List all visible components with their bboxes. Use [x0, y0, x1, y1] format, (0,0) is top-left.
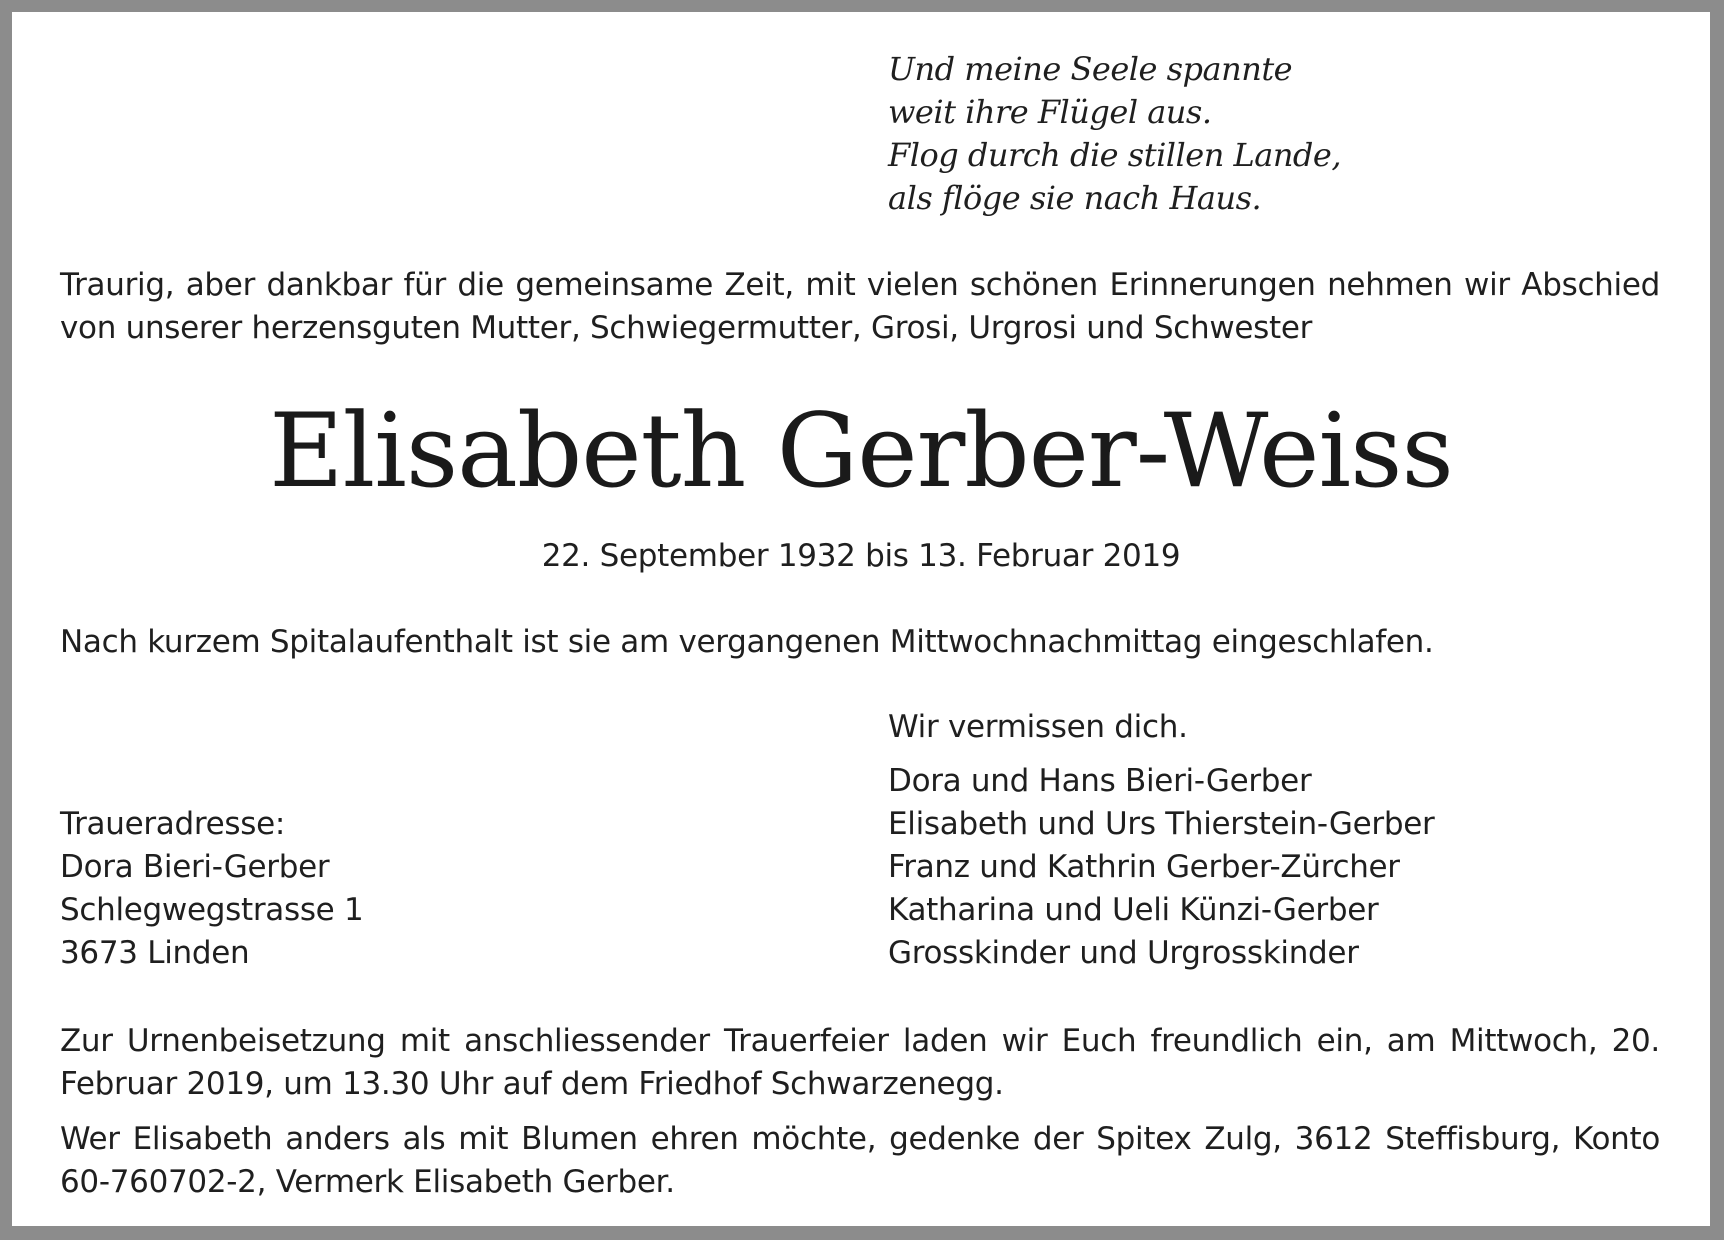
mourning-address — [60, 803, 363, 975]
family-member: Katharina und Ueli Künzi-Gerber — [888, 892, 1379, 928]
poem-line: Flog durch die stillen Lande, — [888, 136, 1342, 174]
passing-note: Nach kurzem Spitalaufenthalt ist sie am vergangenen Mittwochnachmittag eingeschlafen. — [60, 624, 1434, 660]
poem-line: weit ihre Flügel aus. — [888, 93, 1212, 131]
life-dates: 22. September 1932 bis 13. Februar 2019 — [541, 538, 1181, 574]
address-line: 3673 Linden — [60, 935, 250, 971]
family-list — [888, 760, 1434, 975]
poem-line: Und meine Seele spannte — [888, 50, 1293, 88]
family-member: Franz und Kathrin Gerber-Zürcher — [888, 849, 1400, 885]
poem-line: als flöge sie nach Haus. — [888, 179, 1262, 217]
miss-note: Wir vermissen dich. — [888, 709, 1188, 745]
address-line: Dora Bieri-Gerber — [60, 849, 330, 885]
donation-paragraph: Wer Elisabeth anders als mit Blumen ehren möchte, gedenke der Spitex Zulg, 3612 Steffisburg, Konto 60-760702-2, Vermerk Elisabeth Gerber. — [60, 1121, 1660, 1200]
service-paragraph: Zur Urnenbeisetzung mit anschliessender Trauerfeier laden wir Euch freundlich ein, am Mittwoch, 20. Februar 2019, um 13.30 Uhr auf dem Friedhof Schwarzenegg. — [60, 1023, 1660, 1102]
family-member: Dora und Hans Bieri-Gerber — [888, 763, 1312, 799]
poem-verse — [888, 48, 1588, 220]
address-line: Schlegwegstrasse 1 — [60, 892, 364, 928]
obituary-page — [12, 12, 1710, 1226]
deceased-name: Elisabeth Gerber-Weiss — [269, 392, 1453, 511]
address-label: Traueradresse: — [60, 806, 286, 842]
intro-paragraph: Traurig, aber dankbar für die gemeinsame Zeit, mit vielen schönen Erinnerungen nehmen wir Abschied von unserer herzensguten Mutter, Schwiegermutter, Grosi, Urgrosi und Schwester — [60, 267, 1660, 346]
family-member: Elisabeth und Urs Thierstein-Gerber — [888, 806, 1435, 842]
family-member: Grosskinder und Urgrosskinder — [888, 935, 1359, 971]
